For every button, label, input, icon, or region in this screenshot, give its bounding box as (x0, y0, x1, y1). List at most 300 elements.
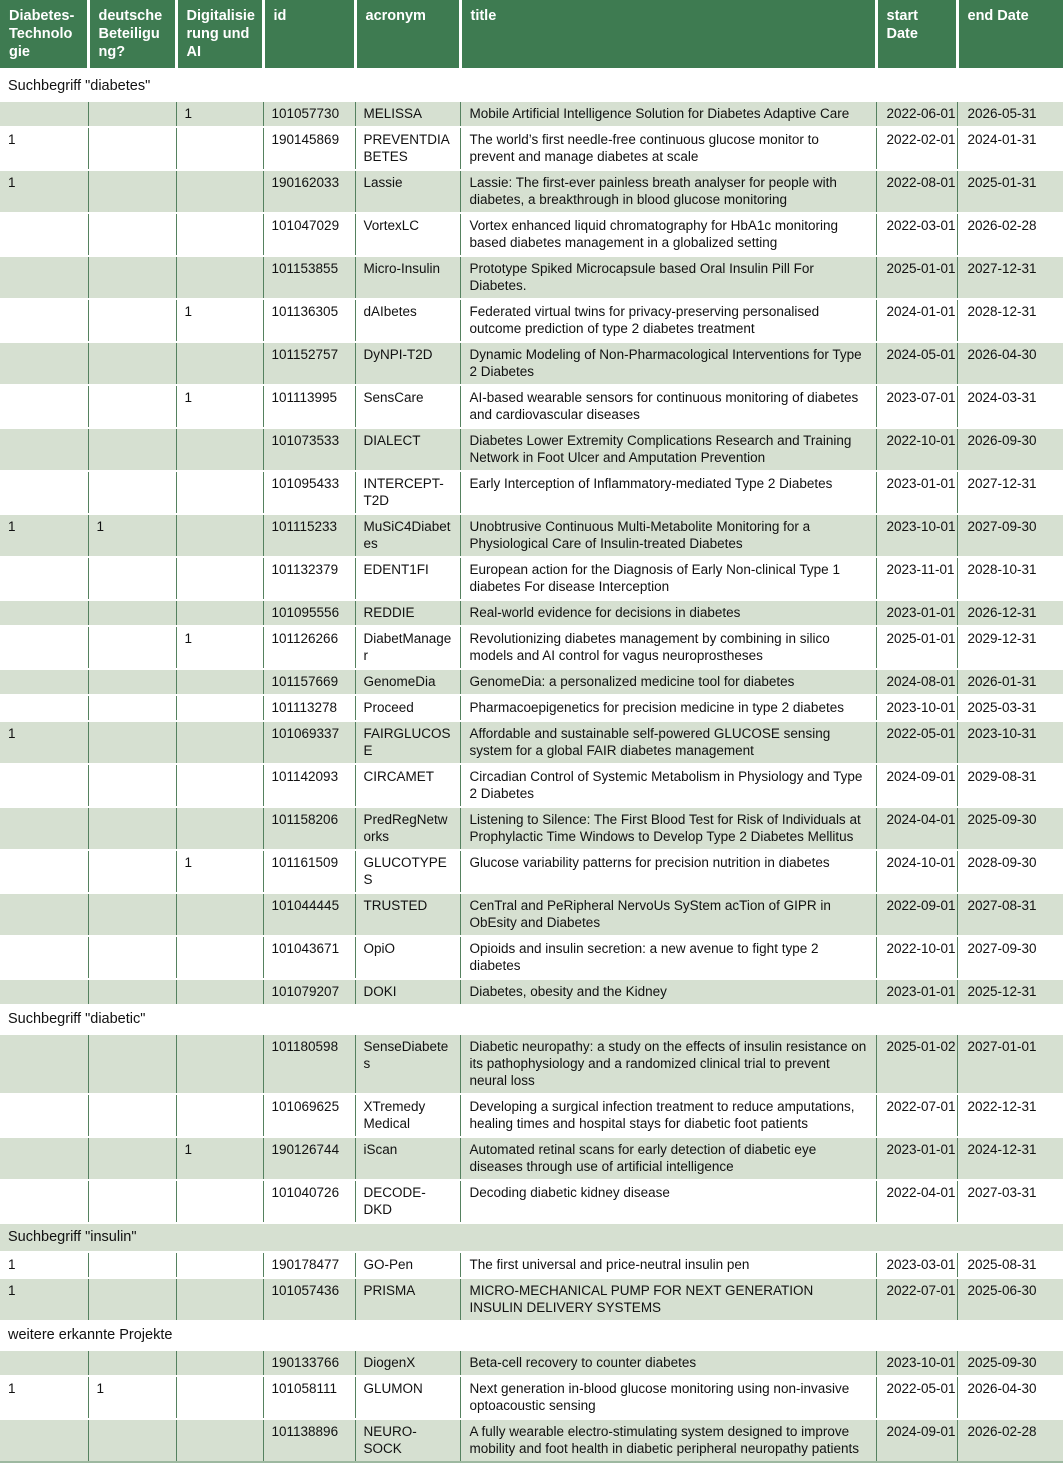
cell-start: 2022-09-01 (876, 893, 957, 936)
table-row (0, 471, 1063, 514)
cell-title: Federated virtual twins for privacy-preserving personalised outcome prediction of type 2 diabetes treatment (460, 299, 876, 342)
cell-title: Dynamic Modeling of Non-Pharmacological Interventions for Type 2 Diabetes (460, 342, 876, 385)
cell-de (88, 1419, 176, 1462)
cell-start: 2023-11-01 (876, 557, 957, 600)
cell-start: 2023-10-01 (876, 1350, 957, 1376)
cell-title: MICRO-MECHANICAL PUMP FOR NEXT GENERATION INSULIN DELIVERY SYSTEMS (460, 1278, 876, 1321)
cell-end: 2025-09-30 (957, 807, 1063, 850)
table-row (0, 695, 1063, 721)
cell-digi (176, 1376, 263, 1419)
table-row (0, 721, 1063, 764)
section-label: weitere erkannte Projekte (0, 1321, 1063, 1350)
cell-tech (0, 600, 88, 626)
cell-tech (0, 936, 88, 979)
table-row (0, 213, 1063, 256)
cell-id: 101057436 (263, 1278, 355, 1321)
cell-digi (176, 669, 263, 695)
cell-start: 2024-01-01 (876, 299, 957, 342)
cell-digi (176, 979, 263, 1005)
cell-digi (176, 170, 263, 213)
table-row (0, 850, 1063, 893)
cell-digi (176, 1180, 263, 1223)
cell-acronym: Lassie (355, 170, 460, 213)
cell-id: 101115233 (263, 514, 355, 557)
table-row (0, 101, 1063, 127)
table-row (0, 557, 1063, 600)
cell-title: Glucose variability patterns for precision nutrition in diabetes (460, 850, 876, 893)
cell-id: 101073533 (263, 428, 355, 471)
table-row (0, 764, 1063, 807)
cell-end: 2027-08-31 (957, 893, 1063, 936)
column-header-id: id (263, 0, 355, 71)
cell-digi (176, 1094, 263, 1137)
table-row (0, 170, 1063, 213)
cell-tech (0, 626, 88, 669)
table-row (0, 256, 1063, 299)
column-header-diabetes-technologie: Diabetes-Technologie (0, 0, 88, 71)
cell-end: 2027-12-31 (957, 256, 1063, 299)
cell-tech: 1 (0, 170, 88, 213)
cell-tech (0, 1137, 88, 1180)
cell-end: 2026-04-30 (957, 342, 1063, 385)
cell-de (88, 807, 176, 850)
cell-digi (176, 514, 263, 557)
cell-de (88, 600, 176, 626)
cell-end: 2024-12-31 (957, 1137, 1063, 1180)
cell-digi (176, 342, 263, 385)
cell-id: 101126266 (263, 626, 355, 669)
cell-tech (0, 1350, 88, 1376)
cell-id: 101044445 (263, 893, 355, 936)
cell-digi (176, 428, 263, 471)
table-row (0, 600, 1063, 626)
cell-tech (0, 213, 88, 256)
cell-start: 2024-09-01 (876, 1419, 957, 1462)
column-header-start-date: start Date (876, 0, 957, 71)
cell-id: 101158206 (263, 807, 355, 850)
cell-de (88, 127, 176, 170)
cell-acronym: Proceed (355, 695, 460, 721)
cell-id: 101132379 (263, 557, 355, 600)
cell-acronym: NEURO-SOCK (355, 1419, 460, 1462)
cell-title: The world’s first needle-free continuous glucose monitor to prevent and manage diabetes at scale (460, 127, 876, 170)
cell-title: GenomeDia: a personalized medicine tool for diabetes (460, 669, 876, 695)
cell-de (88, 936, 176, 979)
cell-digi (176, 764, 263, 807)
cell-id: 101095556 (263, 600, 355, 626)
cell-end: 2028-10-31 (957, 557, 1063, 600)
cell-title: Decoding diabetic kidney disease (460, 1180, 876, 1223)
cell-title: AI-based wearable sensors for continuous monitoring of diabetes and cardiovascular diseases (460, 385, 876, 428)
cell-title: Revolutionizing diabetes management by combining in silico models and AI control for vagus neuroprostheses (460, 626, 876, 669)
cell-end: 2027-09-30 (957, 936, 1063, 979)
cell-tech (0, 428, 88, 471)
cell-start: 2022-05-01 (876, 1376, 957, 1419)
table-row (0, 1278, 1063, 1321)
cell-digi (176, 1252, 263, 1278)
cell-acronym: SenseDiabetes (355, 1034, 460, 1094)
cell-de (88, 1034, 176, 1094)
cell-digi (176, 1034, 263, 1094)
cell-tech (0, 471, 88, 514)
cell-id: 101040726 (263, 1180, 355, 1223)
cell-tech (0, 764, 88, 807)
cell-acronym: TRUSTED (355, 893, 460, 936)
cell-end: 2028-12-31 (957, 299, 1063, 342)
cell-tech (0, 807, 88, 850)
cell-acronym: EDENT1FI (355, 557, 460, 600)
cell-de (88, 428, 176, 471)
cell-tech (0, 299, 88, 342)
cell-tech: 1 (0, 1278, 88, 1321)
cell-tech (0, 1094, 88, 1137)
cell-start: 2024-08-01 (876, 669, 957, 695)
cell-end: 2022-12-31 (957, 1094, 1063, 1137)
cell-acronym: SensCare (355, 385, 460, 428)
cell-de: 1 (88, 1376, 176, 1419)
cell-start: 2023-01-01 (876, 979, 957, 1005)
cell-digi (176, 695, 263, 721)
cell-de (88, 170, 176, 213)
cell-tech (0, 695, 88, 721)
cell-id: 101180598 (263, 1034, 355, 1094)
cell-title: Diabetic neuropathy: a study on the effects of insulin resistance on its pathophysiology and a randomized clinical trial to prevent neural loss (460, 1034, 876, 1094)
table-row (0, 1034, 1063, 1094)
cell-title: The first universal and price-neutral insulin pen (460, 1252, 876, 1278)
cell-end: 2025-06-30 (957, 1278, 1063, 1321)
header-row (0, 0, 1063, 71)
cell-title: Prototype Spiked Microcapsule based Oral Insulin Pill For Diabetes. (460, 256, 876, 299)
cell-acronym: VortexLC (355, 213, 460, 256)
cell-digi (176, 213, 263, 256)
cell-title: A fully wearable electro-stimulating system designed to improve mobility and foot health in diabetic peripheral neuropathy patients (460, 1419, 876, 1462)
cell-start: 2024-05-01 (876, 342, 957, 385)
cell-id: 101069625 (263, 1094, 355, 1137)
cell-id: 101069337 (263, 721, 355, 764)
cell-acronym: MuSiC4Diabetes (355, 514, 460, 557)
table-row (0, 1094, 1063, 1137)
cell-start: 2023-01-01 (876, 471, 957, 514)
cell-digi (176, 1350, 263, 1376)
cell-end: 2028-09-30 (957, 850, 1063, 893)
cell-end: 2025-12-31 (957, 979, 1063, 1005)
cell-end: 2027-09-30 (957, 514, 1063, 557)
cell-id: 101043671 (263, 936, 355, 979)
cell-de (88, 213, 176, 256)
cell-acronym: MELISSA (355, 101, 460, 127)
cell-id: 101058111 (263, 1376, 355, 1419)
cell-acronym: CIRCAMET (355, 764, 460, 807)
column-header-digitalisierung-und-ai: Digitalisierung und AI (176, 0, 263, 71)
cell-id: 101079207 (263, 979, 355, 1005)
section-label: Suchbegriff "insulin" (0, 1223, 1063, 1252)
cell-acronym: DECODE-DKD (355, 1180, 460, 1223)
cell-digi (176, 256, 263, 299)
cell-start: 2022-08-01 (876, 170, 957, 213)
cell-start: 2022-03-01 (876, 213, 957, 256)
cell-end: 2027-12-31 (957, 471, 1063, 514)
cell-title: Next generation in-blood glucose monitoring using non-invasive optoacoustic sensing (460, 1376, 876, 1419)
cell-acronym: DIALECT (355, 428, 460, 471)
table-row (0, 514, 1063, 557)
cell-digi (176, 600, 263, 626)
cell-start: 2024-10-01 (876, 850, 957, 893)
cell-acronym: DiabetManager (355, 626, 460, 669)
cell-digi (176, 557, 263, 600)
table-row (0, 385, 1063, 428)
cell-digi: 1 (176, 385, 263, 428)
cell-end: 2026-02-28 (957, 1419, 1063, 1462)
cell-tech: 1 (0, 127, 88, 170)
section-row (0, 1321, 1063, 1350)
cell-title: Lassie: The first-ever painless breath analyser for people with diabetes, a breakthrough in blood glucose monitoring (460, 170, 876, 213)
cell-title: Mobile Artificial Intelligence Solution for Diabetes Adaptive Care (460, 101, 876, 127)
cell-start: 2022-07-01 (876, 1094, 957, 1137)
cell-digi (176, 721, 263, 764)
cell-start: 2022-05-01 (876, 721, 957, 764)
table-row (0, 936, 1063, 979)
cell-start: 2025-01-02 (876, 1034, 957, 1094)
cell-acronym: DyNPI-T2D (355, 342, 460, 385)
table-row (0, 1137, 1063, 1180)
cell-acronym: DOKI (355, 979, 460, 1005)
section-label: Suchbegriff "diabetes" (0, 71, 1063, 102)
cell-de (88, 1278, 176, 1321)
table-row (0, 127, 1063, 170)
cell-id: 190162033 (263, 170, 355, 213)
cell-acronym: OpiO (355, 936, 460, 979)
cell-end: 2025-08-31 (957, 1252, 1063, 1278)
cell-digi (176, 1419, 263, 1462)
cell-de (88, 850, 176, 893)
cell-digi (176, 936, 263, 979)
cell-de (88, 721, 176, 764)
section-row (0, 1223, 1063, 1252)
cell-title: Pharmacoepigenetics for precision medicine in type 2 diabetes (460, 695, 876, 721)
cell-digi (176, 127, 263, 170)
cell-title: Circadian Control of Systemic Metabolism in Physiology and Type 2 Diabetes (460, 764, 876, 807)
cell-end: 2023-10-31 (957, 721, 1063, 764)
cell-title: Beta-cell recovery to counter diabetes (460, 1350, 876, 1376)
cell-id: 101113995 (263, 385, 355, 428)
cell-id: 101138896 (263, 1419, 355, 1462)
cell-id: 190133766 (263, 1350, 355, 1376)
cell-title: Diabetes, obesity and the Kidney (460, 979, 876, 1005)
cell-tech: 1 (0, 721, 88, 764)
cell-de (88, 299, 176, 342)
cell-tech (0, 893, 88, 936)
table-row (0, 428, 1063, 471)
cell-de (88, 101, 176, 127)
cell-start: 2025-01-01 (876, 256, 957, 299)
cell-id: 101136305 (263, 299, 355, 342)
cell-id: 101161509 (263, 850, 355, 893)
cell-end: 2025-03-31 (957, 695, 1063, 721)
section-label: Suchbegriff "diabetic" (0, 1005, 1063, 1034)
table-row (0, 626, 1063, 669)
cell-acronym: GLUMON (355, 1376, 460, 1419)
table-row (0, 1376, 1063, 1419)
cell-digi (176, 471, 263, 514)
cell-de (88, 1094, 176, 1137)
column-header-end-date: end Date (957, 0, 1063, 71)
cell-start: 2023-01-01 (876, 600, 957, 626)
cell-start: 2023-01-01 (876, 1137, 957, 1180)
table-row (0, 1419, 1063, 1462)
table-row (0, 893, 1063, 936)
cell-start: 2024-09-01 (876, 764, 957, 807)
cell-acronym: GO-Pen (355, 1252, 460, 1278)
cell-id: 101113278 (263, 695, 355, 721)
table-header (0, 0, 1063, 71)
cell-title: Diabetes Lower Extremity Complications Research and Training Network in Foot Ulcer and Amputation Prevention (460, 428, 876, 471)
cell-start: 2023-03-01 (876, 1252, 957, 1278)
cell-title: European action for the Diagnosis of Early Non-clinical Type 1 diabetes For disease Interception (460, 557, 876, 600)
cell-start: 2022-02-01 (876, 127, 957, 170)
cell-tech (0, 1180, 88, 1223)
table-row (0, 807, 1063, 850)
cell-start: 2022-06-01 (876, 101, 957, 127)
cell-id: 190145869 (263, 127, 355, 170)
table-body (0, 71, 1063, 1463)
cell-tech (0, 557, 88, 600)
cell-acronym: GenomeDia (355, 669, 460, 695)
cell-digi (176, 807, 263, 850)
cell-digi (176, 893, 263, 936)
cell-id: 190178477 (263, 1252, 355, 1278)
cell-end: 2026-12-31 (957, 600, 1063, 626)
cell-acronym: PRISMA (355, 1278, 460, 1321)
section-row (0, 71, 1063, 102)
table-row (0, 979, 1063, 1005)
cell-end: 2025-01-31 (957, 170, 1063, 213)
cell-start: 2023-10-01 (876, 514, 957, 557)
cell-tech (0, 256, 88, 299)
cell-end: 2029-08-31 (957, 764, 1063, 807)
cell-tech (0, 1034, 88, 1094)
cell-title: CenTral and PeRipheral NervoUs SyStem acTion of GIPR in ObEsity and Diabetes (460, 893, 876, 936)
cell-title: Vortex enhanced liquid chromatography for HbA1c monitoring based diabetes management in a globalized setting (460, 213, 876, 256)
column-header-deutsche-beteiligung: deutsche Beteiligung? (88, 0, 176, 71)
cell-start: 2022-04-01 (876, 1180, 957, 1223)
cell-de (88, 256, 176, 299)
cell-end: 2027-03-31 (957, 1180, 1063, 1223)
cell-tech (0, 850, 88, 893)
table-row (0, 1180, 1063, 1223)
cell-title: Automated retinal scans for early detection of diabetic eye diseases through use of artificial intelligence (460, 1137, 876, 1180)
cell-acronym: FAIRGLUCOSE (355, 721, 460, 764)
cell-tech (0, 342, 88, 385)
cell-tech (0, 101, 88, 127)
cell-de (88, 764, 176, 807)
cell-id: 101142093 (263, 764, 355, 807)
cell-start: 2022-10-01 (876, 428, 957, 471)
cell-title: Opioids and insulin secretion: a new avenue to fight type 2 diabetes (460, 936, 876, 979)
cell-acronym: PredRegNetworks (355, 807, 460, 850)
table-row (0, 342, 1063, 385)
cell-tech: 1 (0, 1376, 88, 1419)
cell-start: 2023-07-01 (876, 385, 957, 428)
cell-start: 2025-01-01 (876, 626, 957, 669)
cell-de (88, 385, 176, 428)
cell-acronym: PREVENTDIABETES (355, 127, 460, 170)
cell-tech (0, 1419, 88, 1462)
cell-tech: 1 (0, 1252, 88, 1278)
cell-title: Early Interception of Inflammatory-mediated Type 2 Diabetes (460, 471, 876, 514)
cell-acronym: iScan (355, 1137, 460, 1180)
cell-acronym: DiogenX (355, 1350, 460, 1376)
cell-tech (0, 979, 88, 1005)
cell-digi: 1 (176, 1137, 263, 1180)
cell-digi: 1 (176, 850, 263, 893)
column-header-acronym: acronym (355, 0, 460, 71)
cell-id: 190126744 (263, 1137, 355, 1180)
cell-id: 101047029 (263, 213, 355, 256)
cell-de (88, 1350, 176, 1376)
cell-de (88, 557, 176, 600)
cell-de (88, 695, 176, 721)
cell-digi: 1 (176, 101, 263, 127)
cell-end: 2026-01-31 (957, 669, 1063, 695)
cell-start: 2023-10-01 (876, 695, 957, 721)
cell-de: 1 (88, 514, 176, 557)
cell-end: 2029-12-31 (957, 626, 1063, 669)
cell-digi (176, 1278, 263, 1321)
cell-end: 2027-01-01 (957, 1034, 1063, 1094)
cell-acronym: INTERCEPT-T2D (355, 471, 460, 514)
cell-start: 2024-04-01 (876, 807, 957, 850)
cell-title: Affordable and sustainable self-powered GLUCOSE sensing system for a global FAIR diabetes management (460, 721, 876, 764)
cell-tech (0, 385, 88, 428)
cell-acronym: dAIbetes (355, 299, 460, 342)
cell-id: 101157669 (263, 669, 355, 695)
cell-end: 2024-03-31 (957, 385, 1063, 428)
cell-id: 101153855 (263, 256, 355, 299)
cell-title: Unobtrusive Continuous Multi-Metabolite Monitoring for a Physiological Care of Insulin-treated Diabetes (460, 514, 876, 557)
cell-digi: 1 (176, 299, 263, 342)
cell-acronym: XTremedy Medical (355, 1094, 460, 1137)
cell-id: 101057730 (263, 101, 355, 127)
column-header-title: title (460, 0, 876, 71)
cell-start: 2022-10-01 (876, 936, 957, 979)
cell-title: Real-world evidence for decisions in diabetes (460, 600, 876, 626)
cell-end: 2026-02-28 (957, 213, 1063, 256)
cell-title: Developing a surgical infection treatment to reduce amputations, healing times and hospital stays for diabetic foot patients (460, 1094, 876, 1137)
cell-tech (0, 669, 88, 695)
cell-start: 2022-07-01 (876, 1278, 957, 1321)
cell-id: 101152757 (263, 342, 355, 385)
cell-end: 2026-09-30 (957, 428, 1063, 471)
cell-de (88, 342, 176, 385)
cell-digi: 1 (176, 626, 263, 669)
cell-de (88, 893, 176, 936)
cell-acronym: GLUCOTYPES (355, 850, 460, 893)
cell-tech: 1 (0, 514, 88, 557)
cell-de (88, 471, 176, 514)
table-row (0, 299, 1063, 342)
cell-end: 2026-05-31 (957, 101, 1063, 127)
cell-end: 2026-04-30 (957, 1376, 1063, 1419)
cell-end: 2025-09-30 (957, 1350, 1063, 1376)
cell-de (88, 626, 176, 669)
cell-acronym: Micro-Insulin (355, 256, 460, 299)
cell-de (88, 1252, 176, 1278)
table-row (0, 669, 1063, 695)
cell-de (88, 1137, 176, 1180)
cell-end: 2024-01-31 (957, 127, 1063, 170)
section-row (0, 1005, 1063, 1034)
cell-acronym: REDDIE (355, 600, 460, 626)
